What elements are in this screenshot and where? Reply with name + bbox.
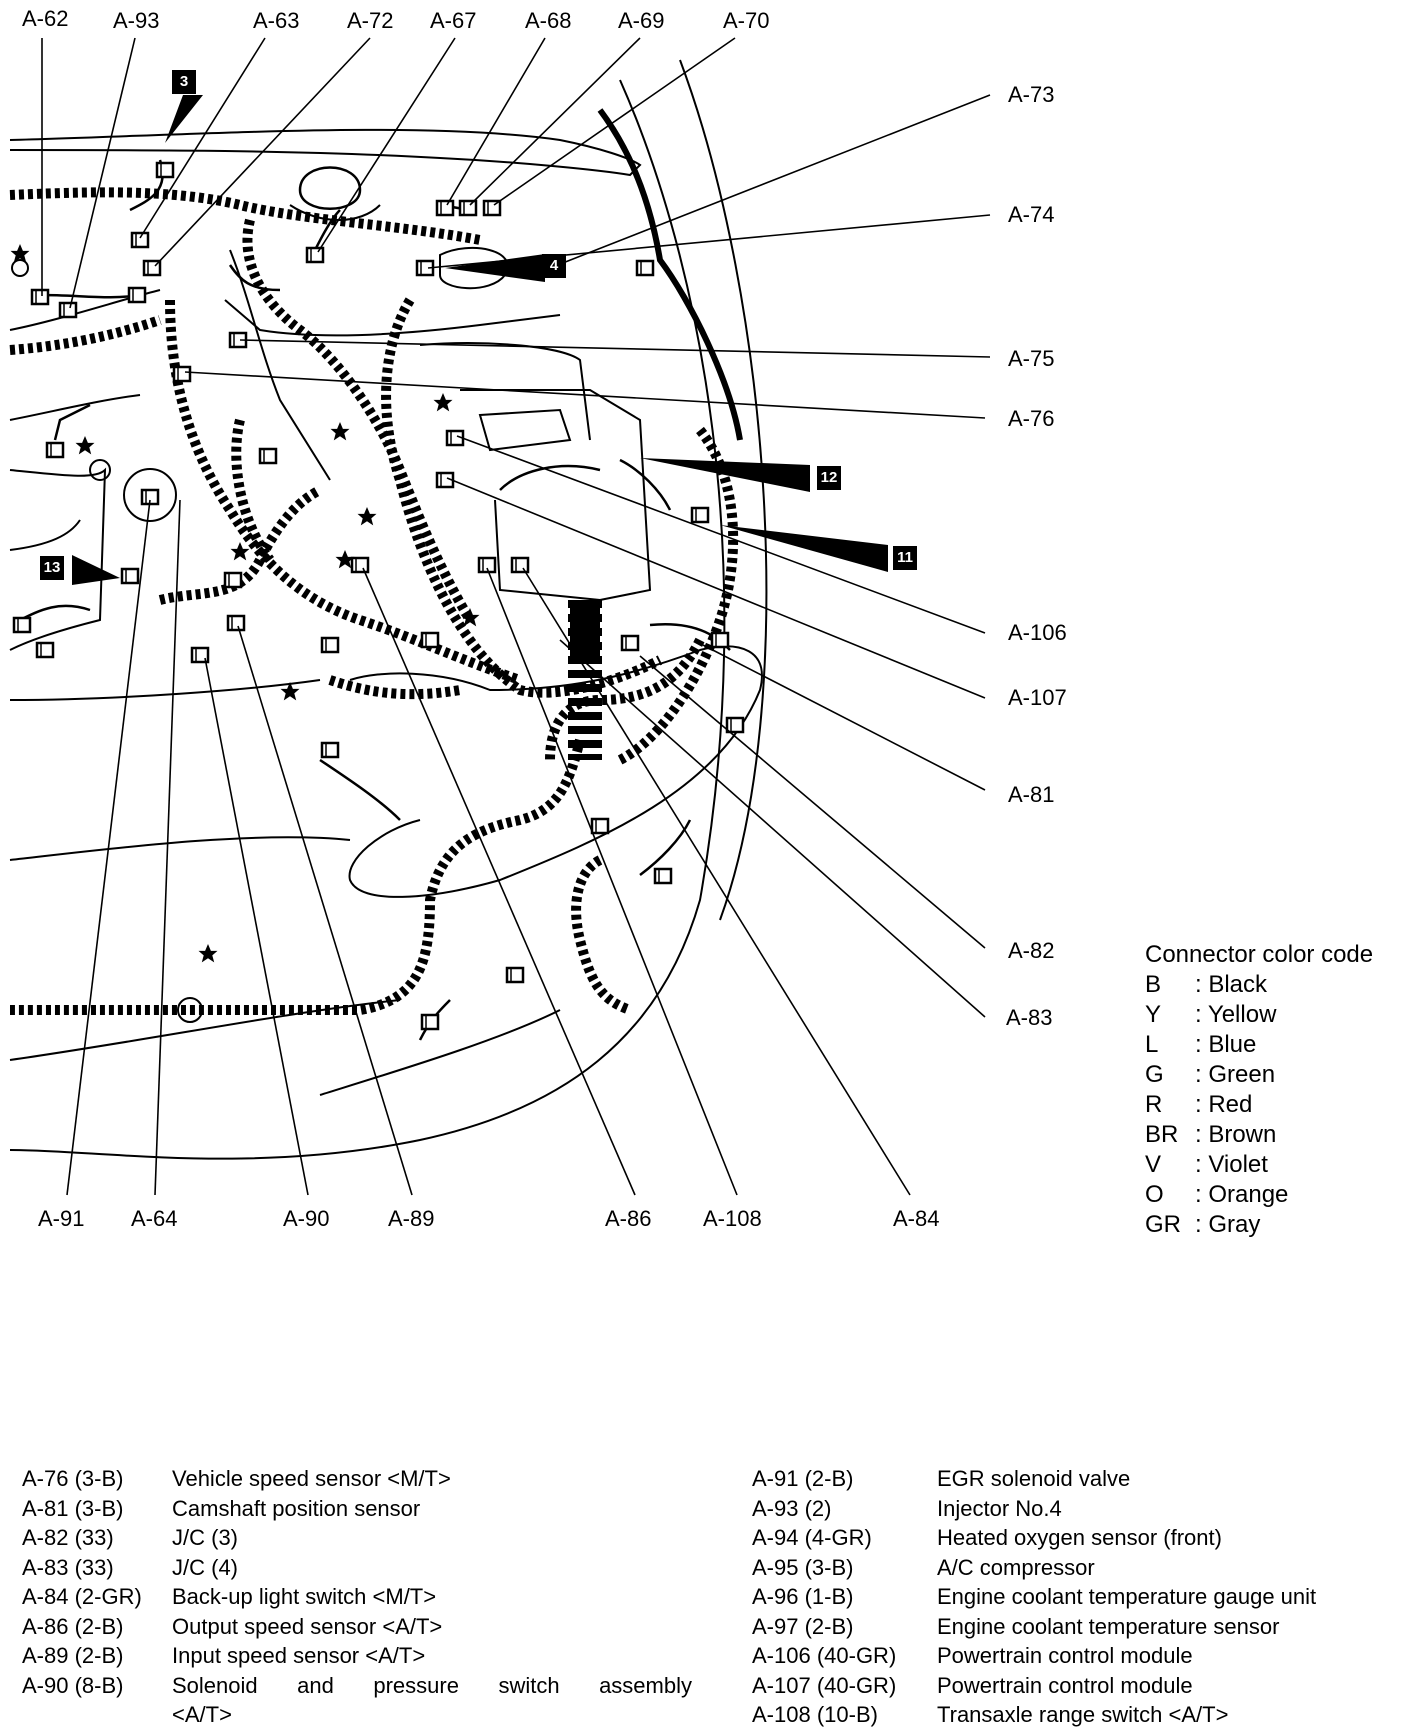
connector-id: A-86 (2-B) xyxy=(22,1613,124,1639)
connector-id: A-96 (1-B) xyxy=(752,1584,854,1609)
connector-label: A-89 xyxy=(388,1206,435,1231)
table-row xyxy=(752,1464,1402,1494)
callout-wedges xyxy=(72,95,888,585)
connector-label: A-63 xyxy=(253,8,300,33)
legend-row xyxy=(1145,1000,1373,1030)
connector-id: A-83 (33) xyxy=(22,1554,114,1580)
connector-id: A-89 (2-B) xyxy=(22,1643,124,1668)
connector-label: A-108 xyxy=(703,1206,762,1231)
table-row xyxy=(752,1671,1402,1701)
connector-id: A-84 (2-GR) xyxy=(22,1584,142,1609)
connector-table-left xyxy=(22,1464,692,1730)
table-row xyxy=(752,1612,1402,1642)
connector-desc: A/C compressor xyxy=(937,1554,1095,1580)
legend-row xyxy=(1145,970,1373,1000)
connector-label: A-74 xyxy=(1008,202,1055,227)
legend-color: : Green xyxy=(1195,1061,1276,1088)
legend-color: : Yellow xyxy=(1195,1001,1277,1028)
callout-4: 4 xyxy=(542,254,566,278)
connector-desc: J/C (3) xyxy=(172,1525,238,1550)
connector-desc: Transaxle range switch <A/T> xyxy=(937,1702,1229,1727)
connector-desc: Powertrain control module xyxy=(937,1643,1193,1668)
table-row xyxy=(22,1700,692,1730)
connector-label: A-81 xyxy=(1008,782,1055,807)
connector-label: A-75 xyxy=(1008,346,1055,371)
legend-code: Y xyxy=(1145,1001,1162,1028)
connector-label: A-64 xyxy=(131,1206,178,1231)
legend-code: R xyxy=(1145,1091,1163,1118)
table-row xyxy=(752,1553,1402,1583)
table-row xyxy=(752,1494,1402,1524)
callout-11: 11 xyxy=(893,546,917,570)
connector-desc: Camshaft position sensor xyxy=(172,1495,421,1521)
connector-desc: Output speed sensor <A/T> xyxy=(172,1613,443,1639)
connector-id: A-108 (10-B) xyxy=(752,1702,878,1727)
connector-id: A-76 (3-B) xyxy=(22,1466,124,1491)
legend-color: : Blue xyxy=(1195,1031,1257,1058)
connector-id: A-93 (2) xyxy=(752,1495,832,1521)
table-row xyxy=(752,1700,1402,1730)
legend-color: : Gray xyxy=(1195,1211,1261,1238)
connector-desc: Vehicle speed sensor <M/T> xyxy=(172,1466,451,1491)
connector-label: A-67 xyxy=(430,8,477,33)
connector-label: A-106 xyxy=(1008,620,1067,645)
connector-label: A-86 xyxy=(605,1206,652,1231)
legend-row xyxy=(1145,1150,1373,1180)
connector-label: A-70 xyxy=(723,8,770,33)
legend-row xyxy=(1145,1180,1373,1210)
connector-id: A-90 (8-B) xyxy=(22,1672,124,1698)
connector-desc: Solenoid and pressure switch assembly xyxy=(172,1672,692,1698)
legend-row xyxy=(1145,1090,1373,1120)
callout-13: 13 xyxy=(40,556,64,580)
legend-color: : Black xyxy=(1195,971,1268,998)
legend-row xyxy=(1145,1120,1373,1150)
legend-color: : Red xyxy=(1195,1091,1253,1118)
connector-desc: Input speed sensor <A/T> xyxy=(172,1643,426,1668)
connector-label: A-107 xyxy=(1008,685,1067,710)
connectors xyxy=(14,163,743,1029)
table-row xyxy=(22,1494,692,1524)
legend-color: : Brown xyxy=(1195,1121,1277,1148)
connector-label: A-76 xyxy=(1008,406,1055,431)
connector-label: A-69 xyxy=(618,8,665,33)
table-row xyxy=(752,1523,1402,1553)
connector-label: A-72 xyxy=(347,8,394,33)
connector-desc: J/C (4) xyxy=(172,1554,238,1580)
connector-id: A-95 (3-B) xyxy=(752,1554,854,1580)
table-row xyxy=(22,1553,692,1583)
legend-code: GR xyxy=(1145,1211,1181,1238)
connector-label: A-68 xyxy=(525,8,572,33)
connector-id: A-97 (2-B) xyxy=(752,1613,854,1639)
table-row xyxy=(22,1612,692,1642)
table-row xyxy=(22,1523,692,1553)
connector-label: A-62 xyxy=(22,6,69,31)
legend-title: Connector color code xyxy=(1145,941,1374,968)
legend-code: V xyxy=(1145,1151,1162,1178)
callout-12: 12 xyxy=(817,466,841,490)
connector-desc: Injector No.4 xyxy=(937,1495,1062,1521)
connector-id: A-107 (40-GR) xyxy=(752,1672,897,1698)
connector-id: A-81 (3-B) xyxy=(22,1495,124,1521)
connector-desc: EGR solenoid valve xyxy=(937,1466,1131,1491)
legend-code: L xyxy=(1145,1031,1159,1058)
table-row xyxy=(22,1582,692,1612)
connector-id: A-82 (33) xyxy=(22,1525,114,1550)
legend-row xyxy=(1145,1210,1373,1240)
connector-label: A-93 xyxy=(113,8,160,33)
ground-point-stars xyxy=(11,244,480,962)
legend-code: BR xyxy=(1145,1121,1179,1148)
connector-desc: Engine coolant temperature sensor xyxy=(937,1613,1280,1639)
table-row xyxy=(752,1641,1402,1671)
connector-label: A-73 xyxy=(1008,82,1055,107)
connector-desc: Back-up light switch <M/T> xyxy=(172,1584,437,1609)
legend-color: : Orange xyxy=(1195,1181,1289,1208)
connector-id: A-91 (2-B) xyxy=(752,1466,854,1491)
connector-desc-continued: <A/T> xyxy=(172,1702,232,1727)
connector-label: A-90 xyxy=(283,1206,330,1231)
connector-id: A-94 (4-GR) xyxy=(752,1525,872,1550)
legend-code: G xyxy=(1145,1061,1164,1088)
color-code-legend xyxy=(1145,940,1373,1240)
table-row xyxy=(752,1582,1402,1612)
legend-code: O xyxy=(1145,1181,1164,1208)
connector-label: A-84 xyxy=(893,1206,940,1231)
table-row xyxy=(22,1671,692,1701)
connector-desc: Heated oxygen sensor (front) xyxy=(937,1525,1222,1550)
connector-desc: Powertrain control module xyxy=(937,1672,1193,1698)
connector-label: A-91 xyxy=(38,1206,85,1231)
connector-label: A-83 xyxy=(1006,1005,1053,1030)
table-row xyxy=(22,1641,692,1671)
table-row xyxy=(22,1464,692,1494)
legend-row xyxy=(1145,1030,1373,1060)
legend-row xyxy=(1145,1060,1373,1090)
connector-table-right xyxy=(752,1464,1402,1730)
connector-desc: Engine coolant temperature gauge unit xyxy=(937,1584,1317,1609)
callout-3: 3 xyxy=(172,70,196,94)
connector-id: A-106 (40-GR) xyxy=(752,1643,897,1668)
legend-color: : Violet xyxy=(1195,1151,1268,1178)
connector-label: A-82 xyxy=(1008,938,1055,963)
legend-code: B xyxy=(1145,971,1162,998)
